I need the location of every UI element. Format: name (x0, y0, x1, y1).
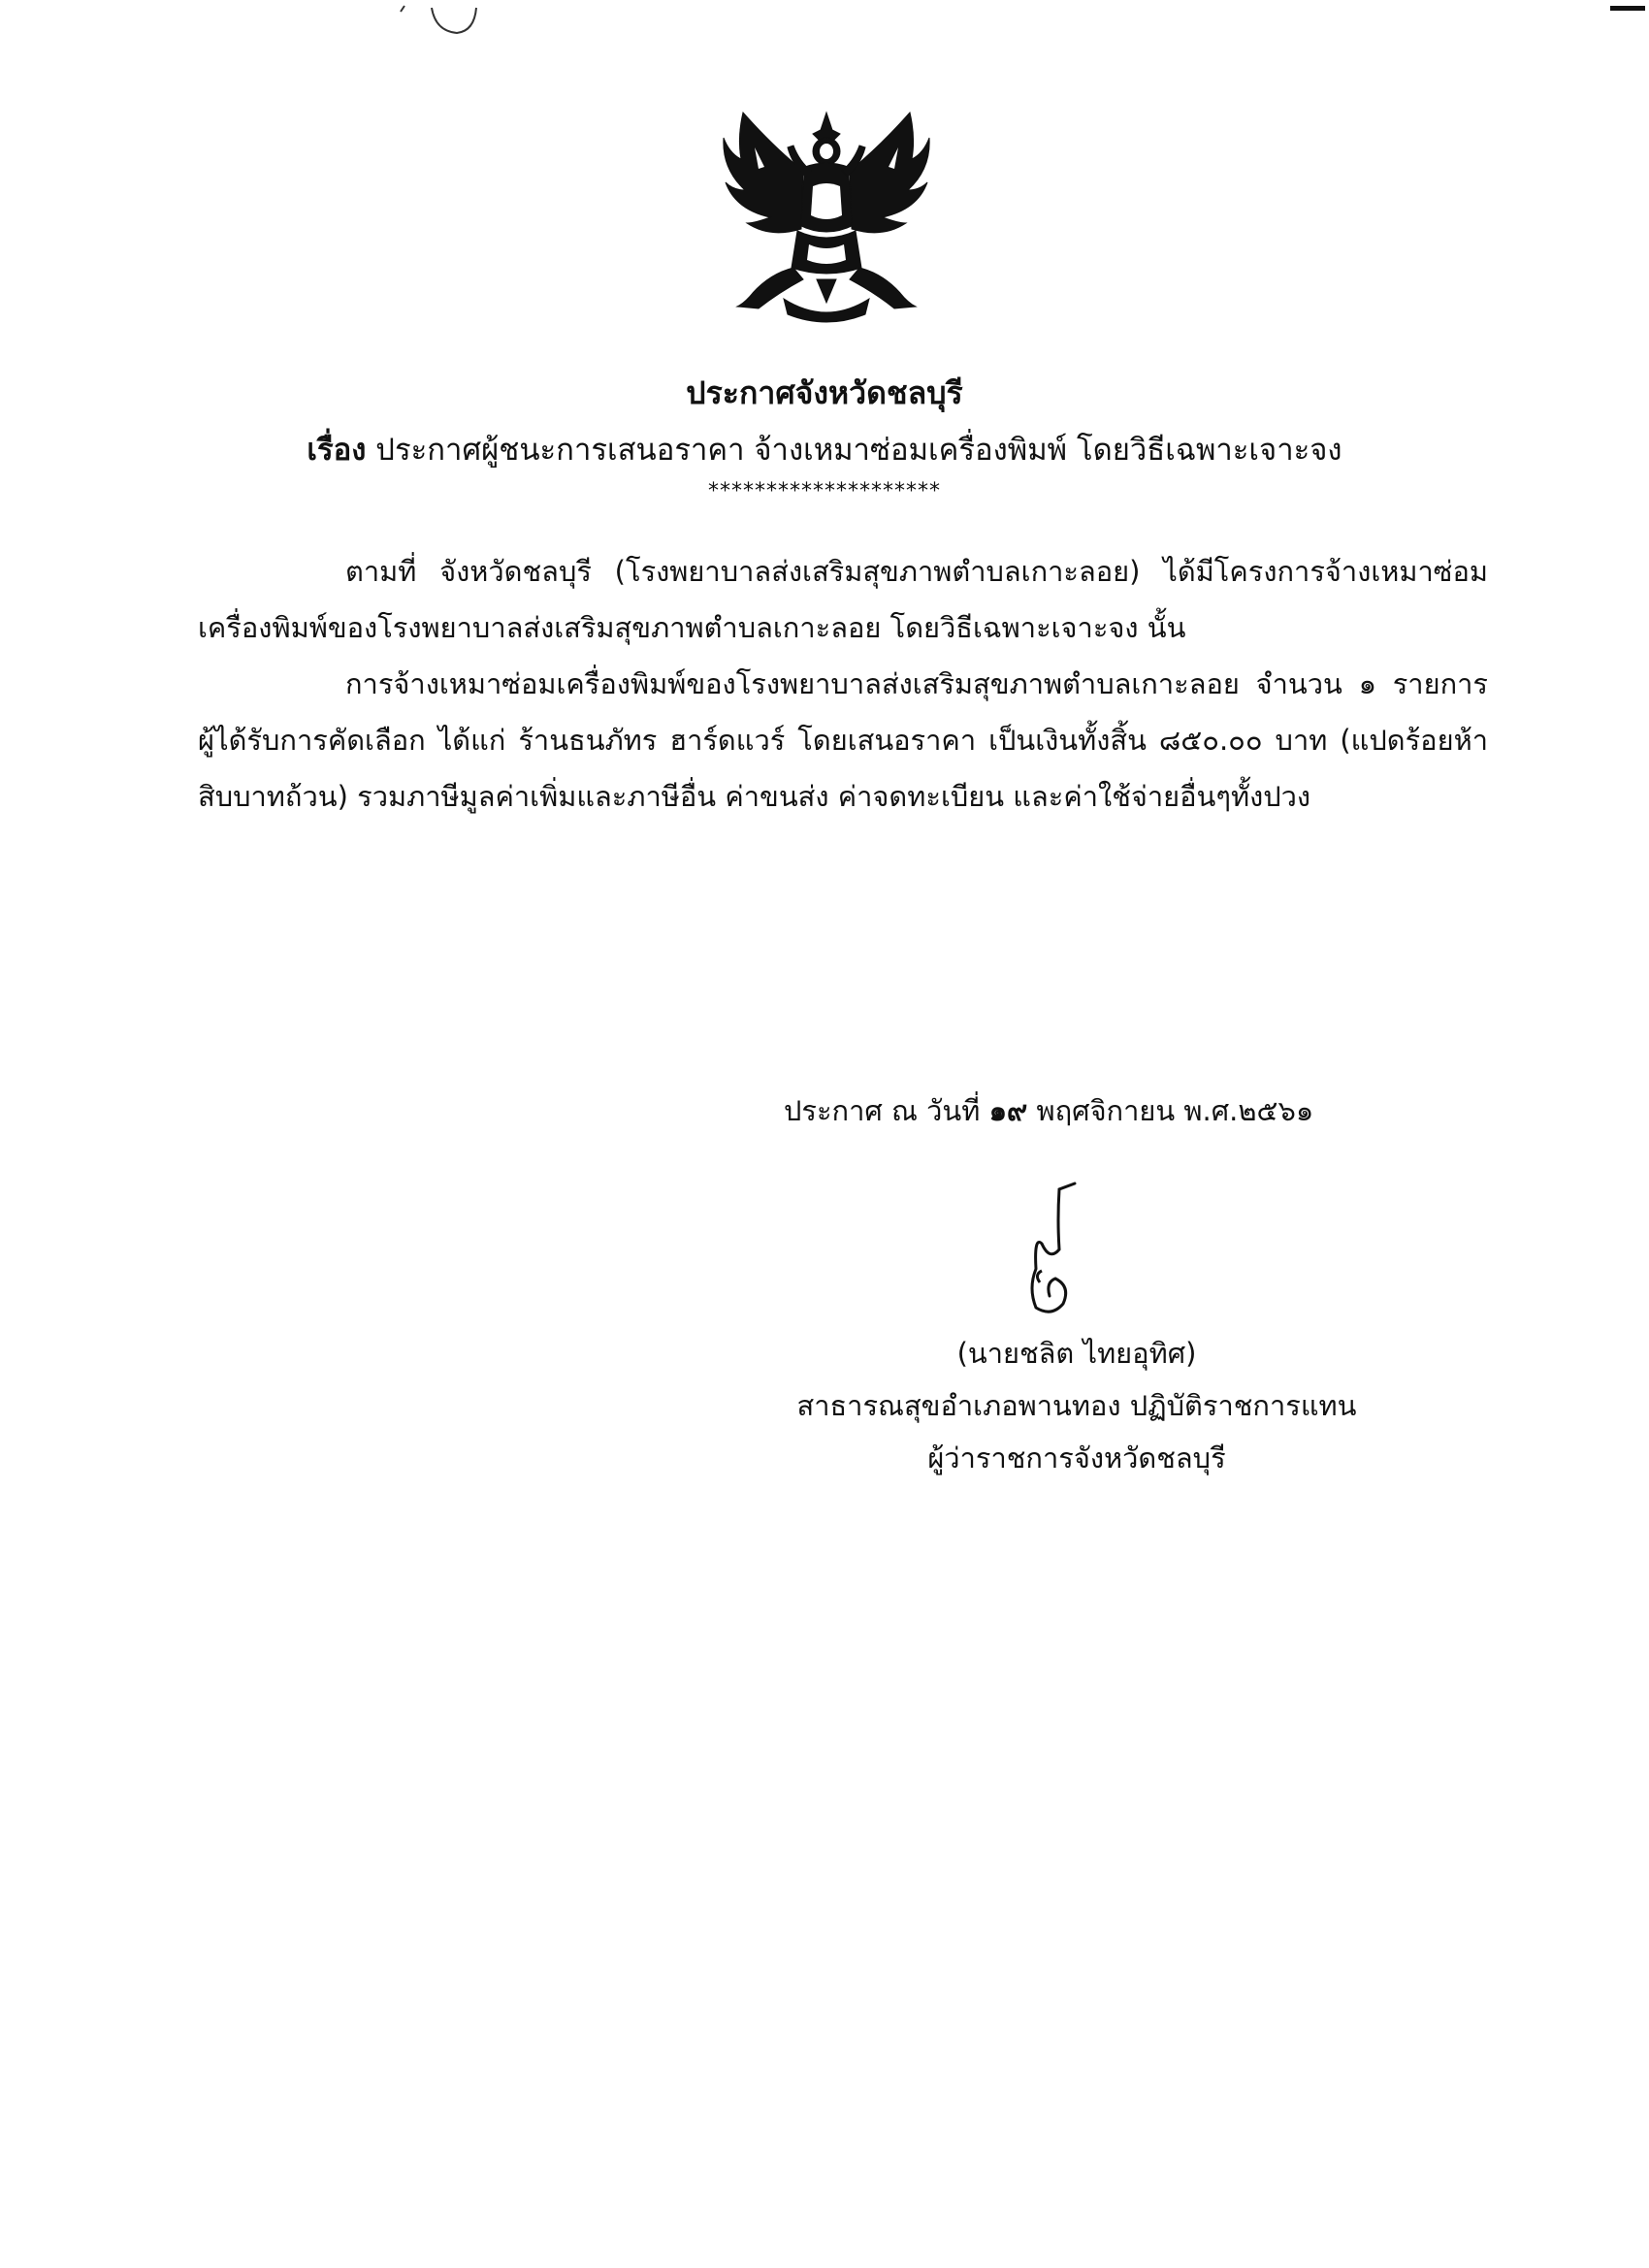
handwritten-signature (1007, 1182, 1104, 1317)
paragraph-2 (198, 656, 1488, 825)
scan-mark-top-left (393, 2, 500, 41)
garuda-emblem-icon (716, 109, 937, 326)
signer-position-1: สาธารณสุขอำเภอพานทอง ปฏิบัติราชการแทน (796, 1389, 1357, 1422)
document-subject (0, 425, 1649, 473)
paragraph-1-text: ตามที่ จังหวัดชลบุรี (โรงพยาบาลส่งเสริมสุขภาพตำบลเกาะลอย) ได้มีโครงการจ้างเหมาซ่อมเครื่องพิมพ์ของโรงพยาบาลส่งเสริมสุขภาพตำบลเกาะลอย โดยวิธีเฉพาะเจาะจง นั้น (198, 555, 1488, 644)
announcement-prefix: ประกาศ ณ วันที่ (784, 1094, 981, 1127)
paragraph-2-text: การจ้างเหมาซ่อมเครื่องพิมพ์ของโรงพยาบาลส่งเสริมสุขภาพตำบลเกาะลอย จำนวน ๑ รายการ ผู้ได้รับการคัดเลือก ได้แก่ ร้านธนภัทร ฮาร์ดแวร์ โดยเสนอราคา เป็นเงินทั้งสิ้น ๘๕๐.๐๐ บาท (แปดร้อยห้าสิบบาทถ้วน) รวมภาษีมูลค่าเพิ่มและภาษีอื่น ค่าขนส่ง ค่าจดทะเบียน และค่าใช้จ่ายอื่นๆทั้งปวง (198, 667, 1488, 813)
announcement-date (784, 1088, 1313, 1133)
paragraph-1 (198, 543, 1488, 656)
scan-mark-top-right (1610, 6, 1645, 11)
announcement-month-year: พฤศจิกายน พ.ศ.๒๕๖๑ (1036, 1094, 1314, 1127)
separator-line: ******************** (708, 479, 941, 503)
signer-position-2: ผู้ว่าราชการจังหวัดชลบุรี (927, 1442, 1226, 1474)
signer-name: (นายชลิต ไทยอุทิศ) (956, 1337, 1197, 1370)
document-title: ประกาศจังหวัดชลบุรี (686, 374, 963, 411)
subject-label: เรื่อง (307, 433, 367, 468)
subject-text: ประกาศผู้ชนะการเสนอราคา จ้างเหมาซ่อมเครื่องพิมพ์ โดยวิธีเฉพาะเจาะจง (375, 433, 1342, 468)
announcement-day: ๑๙ (988, 1094, 1028, 1127)
